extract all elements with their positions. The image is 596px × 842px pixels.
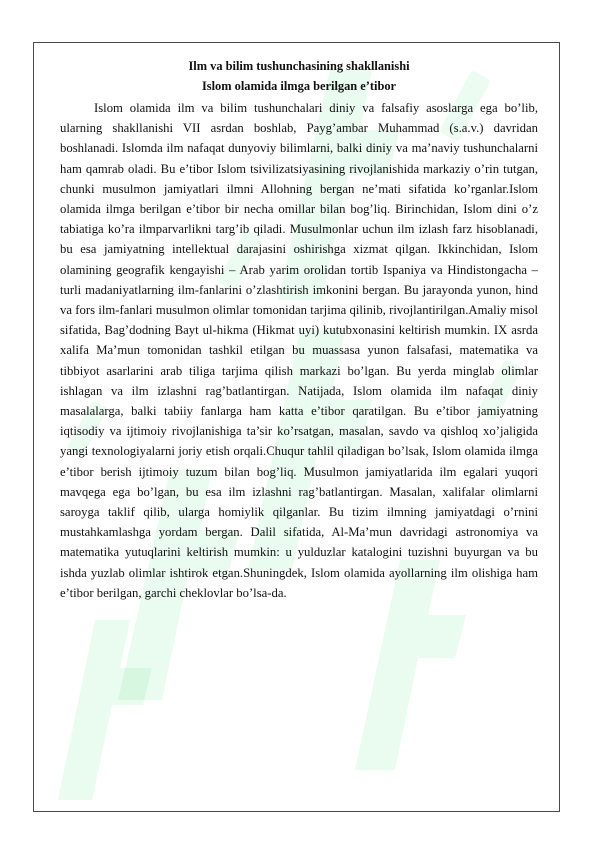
document-subtitle: Islom olamida ilmga berilgan e’tibor bbox=[201, 79, 397, 93]
document-title: Ilm va bilim tushunchasining shakllanishi bbox=[188, 59, 410, 73]
document-content bbox=[60, 56, 538, 603]
body-paragraph: Islom olamida ilm va bilim tushunchalari diniy va falsafiy asoslarga ega bo’lib, ularning shakllanishi VII asrdan boshlab, Payg’ambar Muhammad (s.a.v.) davridan boshlanadi. Islomda ilm nafaqat dunyoviy bilimlarni, balki diniy va ma’naviy tushunchalarni ham qamrab oladi. Bu e’tibor Islom tsivilizatsiyasining rivojlanishida markaziy o’rin tutgan, chunki musulmon jamiyatlari ilmni Allohning bergan ne’mati sifatida ko’rganlar.Islom olamida ilmga berilgan e’tibor bir necha omillar bilan bog’liq. Birinchidan, Islom dini o’z tabiatiga ko’ra ilmparvarlikni targ’ib qiladi. Musulmonlar uchun ilm izlash farz hisoblanadi, bu esa jamiyatning intellektual darajasini oshirishga xizmat qilgan. Ikkinchidan, Islom olamining geografik kengayishi – Arab yarim orolidan tortib Ispaniya va Hindistongacha – turli madaniyatlarning ilm-fanlarini o’zlashtirish imkonini bergan. Bu jarayonda yunon, hind va fors ilm-fanlari musulmon olimlar tomonidan tarjima qilinib, rivojlantirilgan.Amaliy misol sifatida, Bag’dodning Bayt ul-hikma (Hikmat uyi) kutubxonasini keltirish mumkin. IX asrda xalifa Ma’mun tomonidan tashkil etilgan bu muassasa yunon falsafasi, matematika va tibbiyot asarlarini arab tiliga tarjima qilish markazi bo’lgan. Bu yerda minglab olimlar ishlagan va ilm izlashni rag’batlantirgan. Natijada, Islom olamida ilm nafaqat diniy masalalarga, balki tabiiy fanlarga ham katta e’tibor qaratilgan. Bu e’tibor jamiyatning iqtisodiy va ijtimoiy rivojlanishiga ta’sir ko’rsatgan, masalan, savdo va qishloq xo’jaligida yangi texnologiyalarni joriy etish orqali.Chuqur tahlil qiladigan bo’lsak, Islom olamida ilmga e’tibor berish ijtimoiy tuzum bilan bog’liq. Musulmon jamiyatlarida ilm egalari yuqori mavqega ega bo’lgan, bu esa ilm izlashni rag’batlantirgan. Masalan, xalifalar olimlarni saroyga taklif qilib, ularga homiylik qilganlar. Bu tizim ilmning jamiyatdagi o’rnini mustahkamlashga yordam bergan. Dalil sifatida, Al-Ma’mun davridagi astronomiya va matematika yutuqlarini keltirish mumkin: u yulduzlar katalogini tuzishni buyurgan va bu ishda yuzlab olimlar ishtirok etgan.Shuningdek, Islom olamida ayollarning ilm olishiga ham e’tibor berilgan, garchi cheklovlar bo’lsa-da. bbox=[60, 101, 538, 600]
